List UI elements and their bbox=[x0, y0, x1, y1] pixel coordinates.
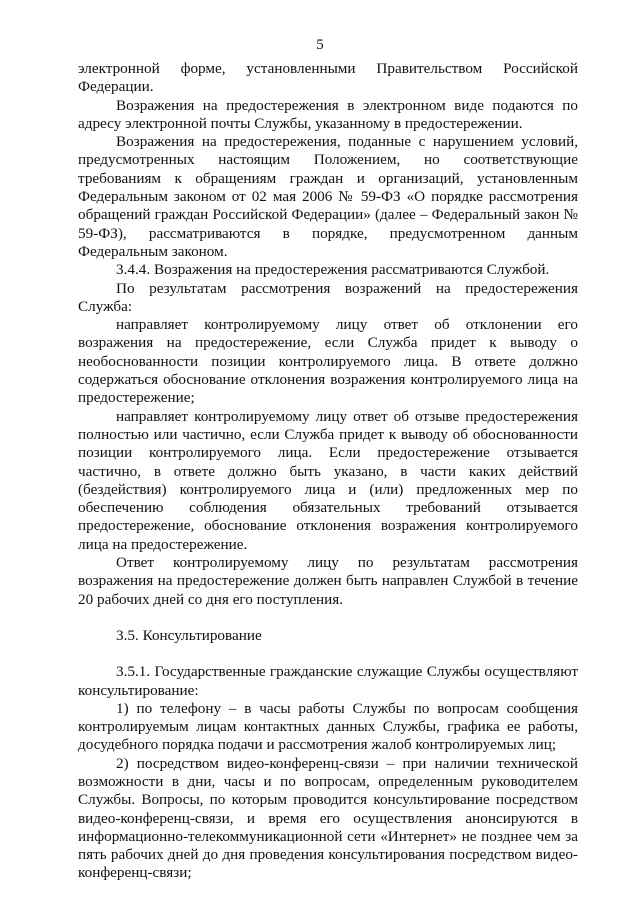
paragraph: Возражения на предостережения, поданные с нарушением условий, предусмотренных настоящим Положением, но соответствующие требованиям к обращениям граждан и организаций, установленным Федеральным законом от 02 мая 2006 № 59-ФЗ «О порядке рассмотрения обращений граждан Российской Федерации» (далее – Федеральный закон № 59-ФЗ), рассматриваются в порядке, предусмотренном данным Федеральным законом. bbox=[78, 133, 578, 260]
paragraph: По результатам рассмотрения возражений на предостережения Служба: bbox=[78, 279, 578, 315]
spacer bbox=[78, 609, 578, 627]
section-heading-3-4-4: 3.4.4. Возражения на предостережения рассматриваются Службой. bbox=[116, 261, 550, 279]
document-body bbox=[78, 60, 578, 883]
page-number: 5 bbox=[316, 37, 324, 53]
list-item: 1) по телефону – в часы работы Службы по вопросам сообщения контролируемым лицам контактных данных Службы, графика ее работы, досудебного порядка подачи и рассмотрения жалоб контролируемых лиц; bbox=[78, 699, 578, 754]
section-heading-3-5: 3.5. Консультирование bbox=[116, 626, 262, 644]
paragraph: направляет контролируемому лицу ответ об отклонении его возражения на предостережение, если Служба придет к выводу о необоснованности позиции контролируемого лица. В ответе должно содержаться обоснование отклонения возражения контролируемого лица на предостережение; bbox=[78, 316, 578, 407]
spacer bbox=[78, 645, 578, 663]
list-item: 2) посредством видео-конференц-связи – при наличии технической возможности в дни, часы и по вопросам, определенным руководителем Службы. Вопросы, по которым проводится консультирование посредством видео-конференц-связи, и время его осуществления анонсируются в информационно-телекоммуникационной сети «Интернет» не позднее чем за пять рабочих дней до дня проведения консультирования посредством видео-конференц-связи; bbox=[78, 754, 578, 882]
section-heading-3-5-1: 3.5.1. Государственные гражданские служащие Службы осуществляют консультирование: bbox=[78, 663, 578, 699]
paragraph: электронной форме, установленными Правительством Российской Федерации. bbox=[78, 60, 578, 96]
paragraph: направляет контролируемому лицу ответ об отзыве предостережения полностью или частично, если Служба придет к выводу об обоснованности позиции контролируемого лица. Если предостережение отзывается частично, в ответе должно быть указано, в части каких действий (бездействия) контролируемого лица и (или) предложенных мер по обеспечению соблюдения обязательных требований отзывается предостережение, обоснование отклонения возражения контролируемого лица на предостережение. bbox=[78, 407, 578, 553]
paragraph: Ответ контролируемому лицу по результатам рассмотрения возражения на предостережение должен быть направлен Службой в течение 20 рабочих дней со дня его поступления. bbox=[78, 554, 578, 608]
paragraph: Возражения на предостережения в электронном виде подаются по адресу электронной почты Службы, указанному в предостережении. bbox=[78, 96, 578, 132]
